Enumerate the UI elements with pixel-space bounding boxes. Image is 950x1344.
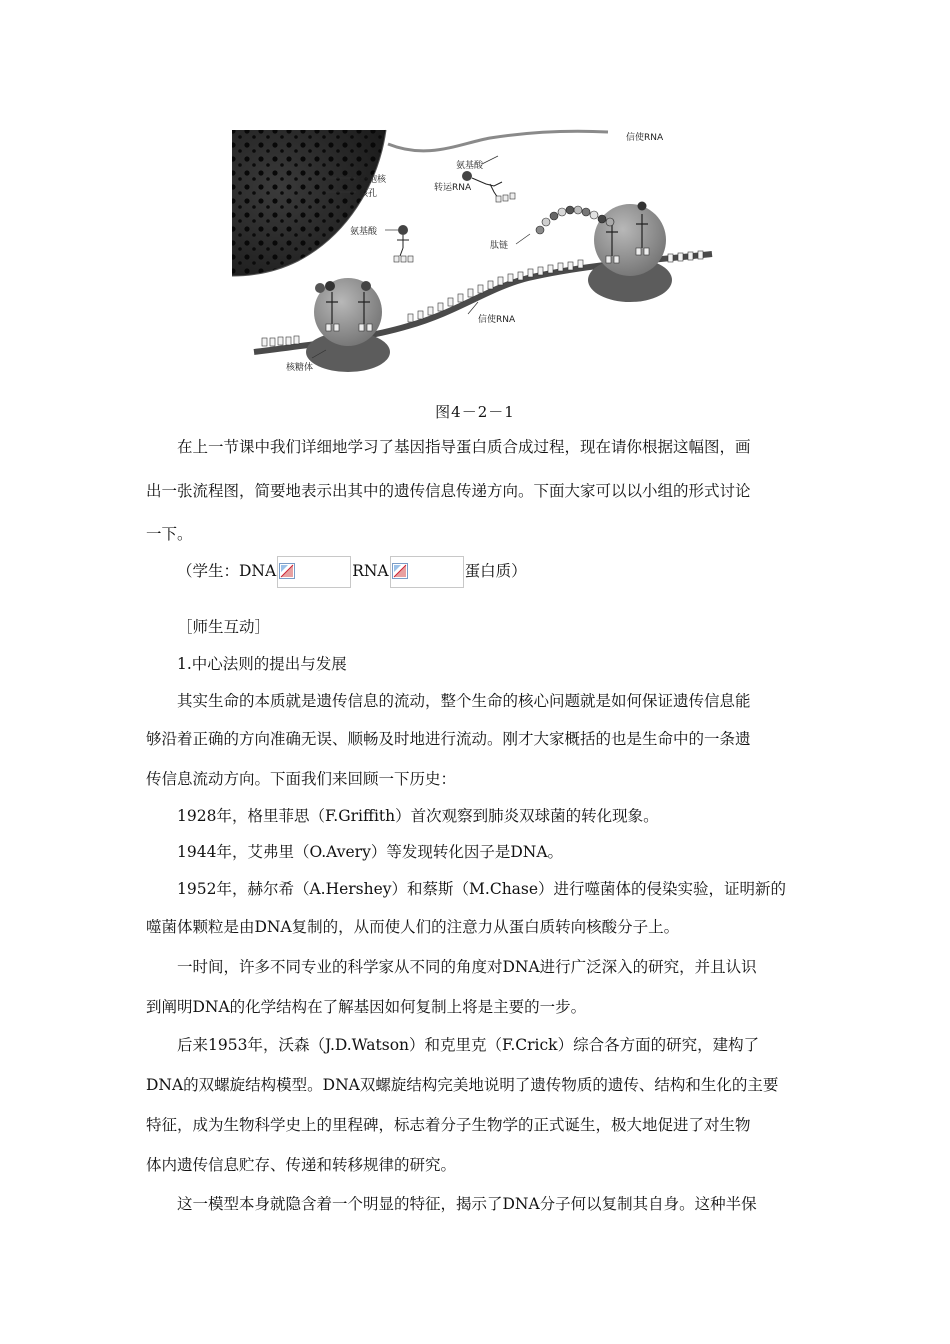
label-mrna-top: 信使RNA [626, 133, 664, 143]
history-1952-line-2: 噬菌体颗粒是由DNA复制的，从而使人们的注意力从蛋白质转向核酸分子上。 [146, 918, 680, 936]
label-nucleus: 细胞核 [359, 175, 387, 185]
para2-line-1: 一时间，许多不同专业的科学家从不同的角度对DNA进行广泛深入的研究，并且认识 [177, 958, 757, 976]
para1-line-2: 够沿着正确的方向准确无误、顺畅及时地进行流动。刚才大家概括的也是生命中的一条遗 [146, 730, 751, 748]
student-mid-text: RNA [352, 562, 389, 580]
figure-caption: 图4－2－1 [435, 403, 515, 421]
mrna-exiting-strand [388, 131, 608, 151]
label-ribosome: 核糖体 [286, 363, 314, 373]
para3-line-2: DNA的双螺旋结构模型。DNA双螺旋结构完美地说明了遗传物质的遗传、结构和生化的主要 [146, 1076, 779, 1094]
interaction-heading: ［师生互动］ [177, 618, 271, 636]
para1-line-1: 其实生命的本质就是遗传信息的流动，整个生命的核心问题就是如何保证遗传信息能 [177, 692, 751, 710]
translation-diagram [228, 126, 722, 380]
arrow-image-placeholder-2 [390, 556, 464, 588]
history-1944: 1944年，艾弗里（O.Avery）等发现转化因子是DNA。 [177, 843, 564, 861]
label-peptide: 肽链 [490, 241, 509, 251]
history-1952-line-1: 1952年，赫尔希（A.Hershey）和蔡斯（M.Chase）进行噬菌体的侵染实验，证明新的 [177, 880, 787, 898]
broken-image-icon [392, 563, 408, 579]
student-open-text: （学生：DNA [177, 562, 277, 580]
intro-line-2: 出一张流程图，简要地表示出其中的遗传信息传递方向。下面大家可以以小组的形式讨论 [146, 482, 751, 500]
label-trna: 转运RNA [434, 183, 472, 193]
history-1928: 1928年，格里菲思（F.Griffith）首次观察到肺炎双球菌的转化现象。 [177, 807, 659, 825]
arrow-image-placeholder-1 [277, 556, 351, 588]
label-mrna-bottom: 信使RNA [478, 315, 516, 325]
broken-image-icon [279, 563, 295, 579]
intro-line-3: 一下。 [146, 525, 193, 543]
para3-line-1: 后来1953年，沃森（J.D.Watson）和克里克（F.Crick）综合各方面的研究，建构了 [177, 1036, 760, 1054]
nucleus-shape [232, 130, 386, 276]
label-nuclear-pore: 核孔 [359, 189, 378, 199]
para2-line-2: 到阐明DNA的化学结构在了解基因如何复制上将是主要的一步。 [146, 998, 587, 1016]
free-trna-middle [394, 225, 413, 262]
section-heading-1: 1.中心法则的提出与发展 [177, 655, 347, 673]
intro-line-1: 在上一节课中我们详细地学习了基因指导蛋白质合成过程，现在请你根据这幅图，画 [177, 438, 751, 456]
label-amino-acid-top: 氨基酸 [456, 161, 484, 171]
label-amino-acid-middle: 氨基酸 [350, 227, 378, 237]
para4-line-1: 这一模型本身就隐含着一个明显的特征，揭示了DNA分子何以复制其自身。这种半保 [177, 1195, 757, 1213]
ribosome-left [306, 278, 390, 372]
para3-line-3: 特征，成为生物科学史上的里程碑，标志着分子生物学的正式诞生，极大地促进了对生物 [146, 1116, 751, 1134]
student-end-text: 蛋白质） [464, 562, 527, 580]
student-answer-line [177, 555, 527, 589]
para3-line-4: 体内遗传信息贮存、传递和转移规律的研究。 [146, 1156, 457, 1174]
para1-line-3: 传信息流动方向。下面我们来回顾一下历史： [146, 770, 457, 788]
